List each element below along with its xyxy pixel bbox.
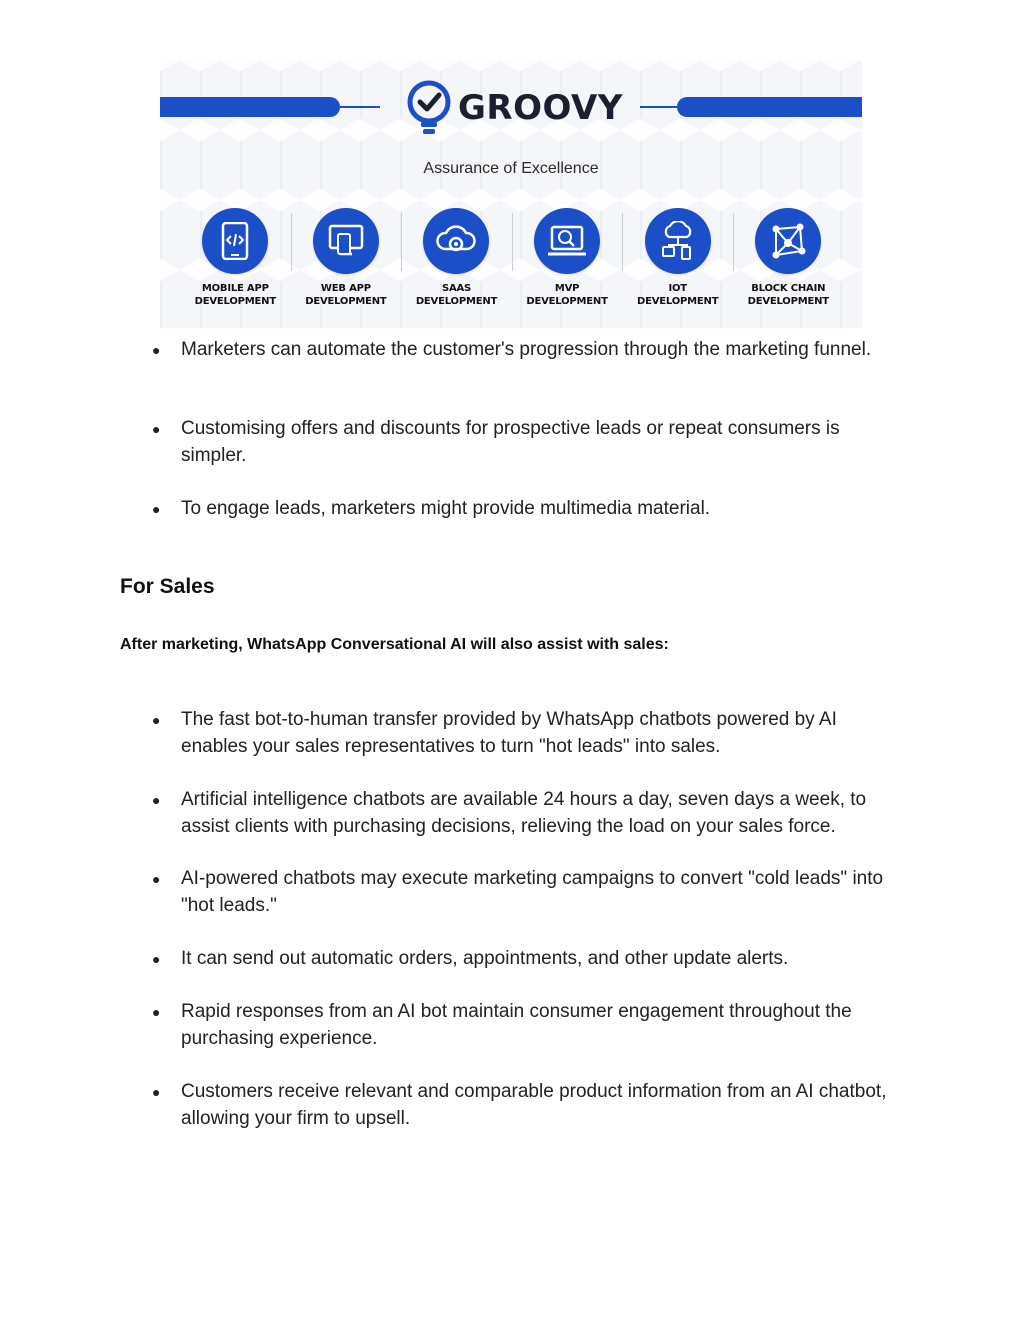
bullet-icon: ● <box>152 1084 161 1100</box>
web-devices-icon <box>313 208 379 274</box>
service-label: MOBILE APP DEVELOPMENT <box>194 283 276 307</box>
bullet-icon: ● <box>152 1004 161 1020</box>
section-intro: After marketing, WhatsApp Conversational AI will also assist with sales: <box>120 636 669 653</box>
bullet-icon: ● <box>152 712 161 728</box>
services-row <box>180 205 844 315</box>
network-nodes-icon <box>755 208 821 274</box>
list-item: ● AI-powered chatbots may execute marketing campaigns to convert "cold leads" into "hot leads." <box>152 868 884 916</box>
service-saas <box>401 205 512 315</box>
service-label: MVP DEVELOPMENT <box>526 283 608 307</box>
service-label: WEB APP DEVELOPMENT <box>305 283 387 307</box>
list-item: ● Artificial intelligence chatbots are available 24 hours a day, seven days a week, to assist clients with purchasing decisions, relieving the load on your sales force. <box>152 789 867 837</box>
groovy-banner <box>160 60 862 328</box>
bullet-icon: ● <box>152 501 161 517</box>
service-iot <box>622 205 733 315</box>
service-mvp <box>512 205 623 315</box>
list-item: ● To engage leads, marketers might provide multimedia material. <box>181 496 901 523</box>
service-label: BLOCK CHAIN DEVELOPMENT <box>747 283 829 307</box>
brand-name: GROOVY <box>458 88 623 128</box>
list-item: ● The fast bot-to-human transfer provided by WhatsApp chatbots powered by AI enables your sales representatives to turn "hot leads" into sales. <box>152 709 837 757</box>
service-label: SAAS DEVELOPMENT <box>415 283 498 307</box>
bullet-icon: ● <box>152 871 161 887</box>
bullet-icon: ● <box>152 792 161 808</box>
section-heading-for-sales: For Sales <box>120 575 215 598</box>
bullet-icon: ● <box>152 951 161 967</box>
list-item: ● Rapid responses from an AI bot maintain consumer engagement throughout the purchasing experience. <box>152 1001 852 1049</box>
cloud-gear-icon <box>423 208 489 274</box>
bullet-icon: ● <box>152 421 161 437</box>
banner-bar-left <box>160 97 340 117</box>
lightbulb-check-icon <box>406 80 452 138</box>
tagline: Assurance of Excellence <box>423 160 599 177</box>
banner-bar-right <box>677 97 862 117</box>
list-item: ● Customising offers and discounts for prospective leads or repeat consumers is simpler. <box>152 418 840 466</box>
list-item: ● Customers receive relevant and comparable product information from an AI chatbot, allowing your firm to upsell. <box>152 1081 887 1129</box>
list-item: ● It can send out automatic orders, appointments, and other update alerts. <box>181 946 901 973</box>
banner-line-right <box>640 106 677 108</box>
service-block-chain <box>733 205 844 315</box>
service-mobile-app <box>180 205 291 315</box>
groovy-logo <box>406 80 626 140</box>
service-label: IOT DEVELOPMENT <box>637 283 719 307</box>
banner-line-left <box>340 106 380 108</box>
list-item: ● Marketers can automate the customer's progression through the marketing funnel. <box>181 337 901 364</box>
service-web-app <box>291 205 402 315</box>
iot-cloud-icon <box>645 208 711 274</box>
bullet-icon: ● <box>152 342 161 358</box>
mobile-code-icon <box>202 208 268 274</box>
mvp-laptop-icon <box>534 208 600 274</box>
